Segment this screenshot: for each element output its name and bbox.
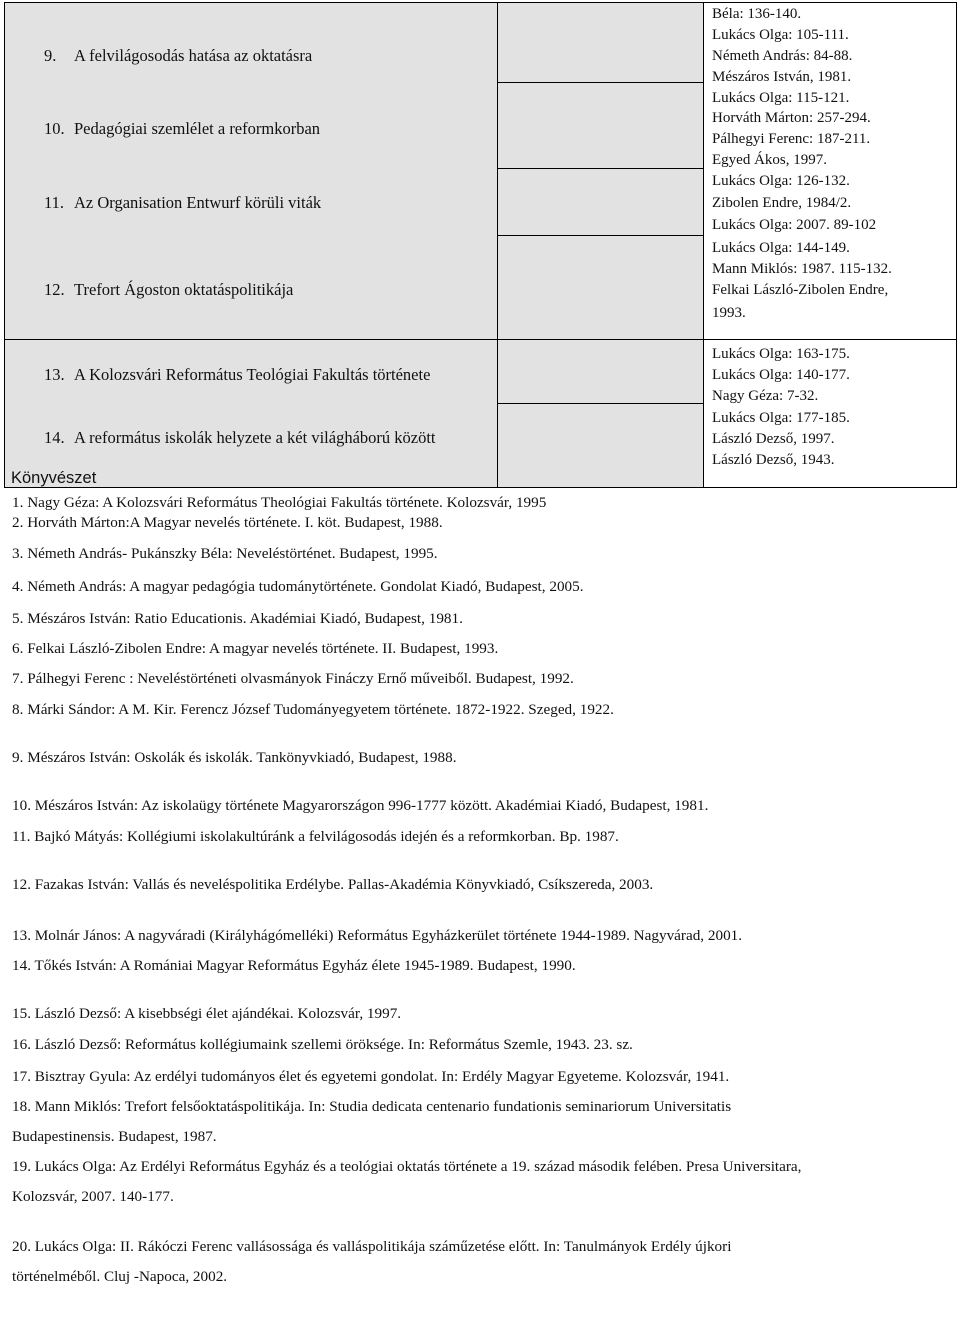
topic-item [44, 280, 293, 300]
topic-item [44, 365, 430, 385]
reference-line: László Dezső, 1997. [712, 431, 835, 447]
bibliography-entry: 6. Felkai László-Zibolen Endre: A magyar nevelés története. II. Budapest, 1993. [12, 640, 499, 657]
row-divider [498, 235, 704, 236]
bibliography-entry: 14. Tőkés István: A Romániai Magyar Református Egyház élete 1945-1989. Budapest, 1990. [12, 957, 576, 974]
topic-item [44, 46, 312, 66]
reference-line: Nagy Géza: 7-32. [712, 388, 819, 404]
bibliography-entry: 11. Bajkó Mátyás: Kollégiumi iskolakultúránk a felvilágosodás idején és a reformkorban. Bp. 1987. [12, 828, 619, 845]
topic-number: 12. [44, 280, 65, 299]
bibliography-entry: 19. Lukács Olga: Az Erdélyi Református Egyház és a teológiai oktatás története a 19. század második felében. Presa Universitara, [12, 1158, 802, 1175]
reference-line: Lukács Olga: 177-185. [712, 410, 850, 426]
bibliography-entry: 13. Molnár János: A nagyváradi (Királyhágómelléki) Református Egyházkerület története 1944-1989. Nagyvárad, 2001. [12, 927, 743, 944]
bibliography-entry: 15. László Dezső: A kisebbségi élet ajándékai. Kolozsvár, 1997. [12, 1005, 402, 1022]
reference-line: Béla: 136-140. [712, 6, 802, 22]
bibliography-entry: 9. Mészáros István: Oskolák és iskolák. Tankönyvkiadó, Budapest, 1988. [12, 749, 457, 766]
reference-line: Lukács Olga: 105-111. [712, 27, 849, 43]
bibliography-entry: 2. Horváth Márton:A Magyar nevelés története. I. köt. Budapest, 1988. [12, 514, 443, 531]
row-divider [498, 82, 704, 83]
topic-number: 13. [44, 365, 65, 384]
topic-label: A református iskolák helyzete a két világháború között [74, 428, 436, 447]
reference-line: Lukács Olga: 144-149. [712, 240, 850, 256]
row-divider [4, 339, 957, 340]
reference-line: Lukács Olga: 126-132. [712, 173, 850, 189]
bibliography-entry: 1. Nagy Géza: A Kolozsvári Református Theológiai Fakultás története. Kolozsvár, 1995 [12, 494, 547, 511]
topic-number: 10. [44, 119, 65, 138]
topic-label: Az Organisation Entwurf körüli viták [74, 193, 322, 212]
reference-line: 1993. [712, 305, 746, 321]
topic-label: Pedagógiai szemlélet a reformkorban [74, 119, 321, 138]
reference-line: Németh András: 84-88. [712, 48, 853, 64]
reference-line: Lukács Olga: 2007. 89-102 [712, 217, 877, 233]
topic-label: A felvilágosodás hatása az oktatásra [74, 46, 313, 65]
reference-line: Lukács Olga: 163-175. [712, 346, 850, 362]
topic-item [44, 193, 321, 213]
bibliography-entry: 4. Németh András: A magyar pedagógia tudománytörténete. Gondolat Kiadó, Budapest, 2005. [12, 578, 584, 595]
reference-line: Horváth Márton: 257-294. [712, 110, 871, 126]
reference-line: Egyed Ákos, 1997. [712, 152, 827, 168]
bibliography-entry: 10. Mészáros István: Az iskolaügy története Magyarországon 996-1777 között. Akadémiai Kiadó, Budapest, 1981. [12, 797, 709, 814]
topic-label: A Kolozsvári Református Teológiai Fakultás története [74, 365, 431, 384]
reference-line: Lukács Olga: 115-121. [712, 90, 850, 106]
reference-line: Pálhegyi Ferenc: 187-211. [712, 131, 871, 147]
reference-line: Mészáros István, 1981. [712, 69, 852, 85]
empty-cell [498, 2, 704, 488]
bibliography-entry: történelméből. Cluj -Napoca, 2002. [12, 1268, 228, 1285]
topics-cell [4, 2, 498, 488]
topic-number: 11. [44, 193, 65, 212]
topic-label: Trefort Ágoston oktatáspolitikája [74, 280, 294, 299]
topic-item [44, 119, 320, 139]
bibliography-entry: 12. Fazakas István: Vallás és neveléspolitika Erdélybe. Pallas-Akadémia Könyvkiadó, Csíkszereda, 2003. [12, 876, 654, 893]
reference-line: Felkai László-Zibolen Endre, [712, 282, 889, 298]
row-divider [498, 403, 704, 404]
bibliography-entry: 7. Pálhegyi Ferenc : Neveléstörténeti olvasmányok Fináczy Ernő műveiből. Budapest, 1992. [12, 670, 574, 687]
bibliography-entry: 18. Mann Miklós: Trefort felsőoktatáspolitikája. In: Studia dedicata centenario fundationis seminariorum Universitatis [12, 1098, 732, 1115]
bibliography-heading: Könyvészet [11, 469, 97, 487]
bibliography-entry: Budapestinensis. Budapest, 1987. [12, 1128, 217, 1145]
row-divider [498, 168, 704, 169]
topic-number: 9. [44, 46, 57, 65]
bibliography-entry: 20. Lukács Olga: II. Rákóczi Ferenc vallásossága és valláspolitikája száműzetése előtt. In: Tanulmányok Erdély újkori [12, 1238, 732, 1255]
bibliography-entry: 16. László Dezső: Református kollégiumaink szellemi öröksége. In: Református Szemle, 1943. 23. sz. [12, 1036, 633, 1053]
reference-line: Mann Miklós: 1987. 115-132. [712, 261, 892, 277]
topic-item [44, 428, 436, 448]
bibliography-entry: 17. Bisztray Gyula: Az erdélyi tudományos élet és egyetemi gondolat. In: Erdély Magyar Egyeteme. Kolozsvár, 1941. [12, 1068, 730, 1085]
bibliography-entry: Kolozsvár, 2007. 140-177. [12, 1188, 174, 1205]
reference-line: László Dezső, 1943. [712, 452, 835, 468]
reference-line: Lukács Olga: 140-177. [712, 367, 850, 383]
bibliography-entry: 5. Mészáros István: Ratio Educationis. Akadémiai Kiadó, Budapest, 1981. [12, 610, 463, 627]
bibliography-entry: 3. Németh András- Pukánszky Béla: Neveléstörténet. Budapest, 1995. [12, 545, 438, 562]
topic-number: 14. [44, 428, 65, 447]
reference-line: Zibolen Endre, 1984/2. [712, 195, 852, 211]
bibliography-entry: 8. Márki Sándor: A M. Kir. Ferencz József Tudományegyetem története. 1872-1922. Szeged, 1922. [12, 701, 614, 718]
